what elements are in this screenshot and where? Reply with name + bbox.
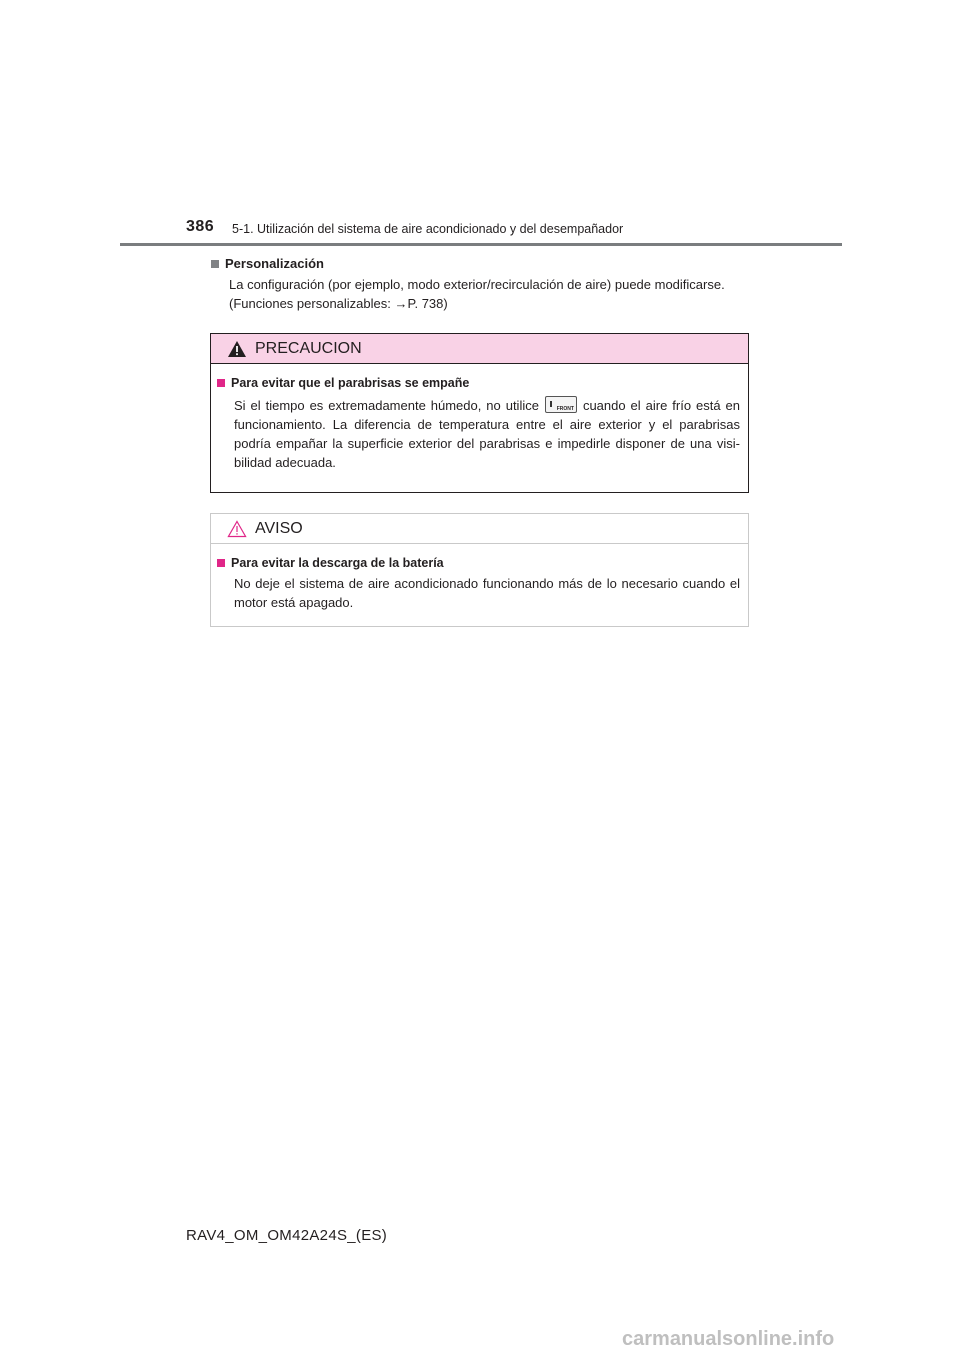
warning-triangle-icon bbox=[227, 340, 247, 358]
warning-triangle-outline-icon bbox=[227, 520, 247, 538]
watermark: carmanualsonline.info bbox=[622, 1328, 835, 1350]
caution-text bbox=[234, 396, 740, 472]
notice-header bbox=[211, 514, 748, 544]
personalization-page-reference: (Funciones personalizables: →P. 738) bbox=[229, 296, 448, 311]
notice-subheading-text: Para evitar la descarga de la batería bbox=[231, 556, 444, 570]
caution-text-before-icon: Si el tiempo es extremadamente húmedo, no utilice bbox=[234, 398, 539, 413]
button-indicator-icon bbox=[550, 401, 552, 407]
caution-text-after-icon: cuando el aire frío está en funcionamiento. La diferencia de temperatura entre el aire exterior y el parabrisas podría empañar la superficie exterior del parabrisas e impedirle disponer de una visi-bilidad adecuada. bbox=[234, 398, 740, 470]
section-title: 5-1. Utilización del sistema de aire acondicionado y del desempañador bbox=[232, 222, 624, 236]
caution-subheading bbox=[217, 376, 740, 390]
notice-subheading bbox=[217, 556, 740, 570]
caution-content bbox=[211, 364, 748, 472]
personalization-heading-text: Personalización bbox=[225, 256, 324, 271]
document-code: RAV4_OM_OM42A24S_(ES) bbox=[186, 1227, 388, 1244]
page-number: 386 bbox=[186, 218, 215, 235]
header-divider bbox=[120, 243, 842, 246]
square-bullet-icon bbox=[211, 260, 219, 268]
windshield-defogger-button-icon bbox=[545, 396, 577, 413]
notice-text: No deje el sistema de aire acondicionado funcionando más de lo necesario cuando el motor está apagado. bbox=[234, 576, 740, 610]
square-bullet-icon bbox=[217, 559, 225, 567]
caution-title: PRECAUCION bbox=[255, 339, 362, 357]
caution-subheading-text: Para evitar que el parabrisas se empañe bbox=[231, 376, 470, 390]
notice-box bbox=[210, 513, 749, 627]
notice-content bbox=[211, 544, 748, 612]
notice-title: AVISO bbox=[255, 519, 303, 537]
personalization-body-line1: La configuración (por ejemplo, modo exterior/recirculación de aire) puede modificarse. bbox=[229, 277, 725, 292]
personalization-body bbox=[229, 275, 751, 313]
button-label: FRONT bbox=[556, 406, 574, 412]
personalization-section bbox=[211, 256, 751, 313]
personalization-heading bbox=[211, 256, 751, 271]
caution-box bbox=[210, 333, 749, 493]
square-bullet-icon bbox=[217, 379, 225, 387]
caution-header bbox=[211, 334, 748, 364]
